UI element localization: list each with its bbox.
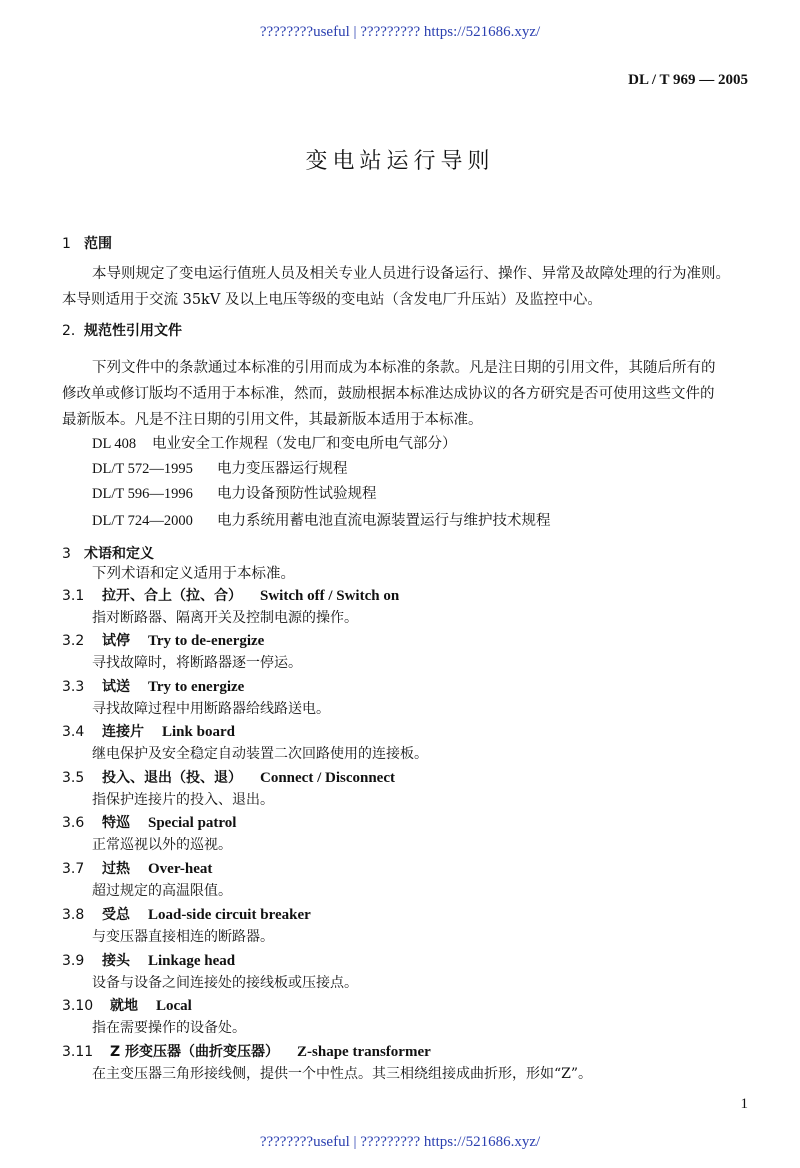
term-definition: 超过规定的高温限值。	[92, 883, 232, 899]
term-heading	[62, 995, 192, 1015]
term-definition: 寻找故障过程中用断路器给线路送电。	[92, 701, 330, 717]
section-title: 规范性引用文件	[84, 323, 182, 339]
term-english: Linkage head	[148, 953, 236, 969]
term-heading	[62, 585, 399, 605]
term-number: 3.9	[62, 953, 85, 969]
term-number: 3.6	[62, 815, 85, 831]
term-chinese: 过热	[102, 861, 130, 877]
term-number: 3.2	[62, 633, 85, 649]
term-chinese: 拉开、合上（拉、合）	[102, 588, 242, 604]
reference-code: DL/T 572—1995	[92, 461, 193, 477]
term-heading	[62, 950, 235, 970]
section-number: 1	[62, 236, 71, 252]
document-title: 变电站运行导则	[305, 149, 495, 174]
section-number: 3	[62, 546, 71, 562]
term-chinese: 投入、退出（投、退）	[102, 770, 242, 786]
term-definition: 寻找故障时，将断路器逐一停运。	[92, 655, 302, 671]
term-chinese: 试停	[102, 633, 130, 649]
term-definition: 在主变压器三角形接线侧，提供一个中性点。其三相绕组接成曲折形，形如“Z”。	[92, 1066, 593, 1082]
term-english: Connect / Disconnect	[260, 770, 395, 786]
reference-item	[92, 432, 457, 453]
term-chinese: 就地	[110, 998, 138, 1014]
term-definition: 正常巡视以外的巡视。	[92, 837, 232, 853]
term-chinese: 受总	[102, 907, 130, 923]
term-chinese: Z 形变压器（曲折变压器）	[110, 1044, 280, 1060]
page-number: 1	[740, 1096, 748, 1112]
term-number: 3.10	[62, 998, 94, 1014]
term-english: Try to energize	[148, 679, 245, 695]
section-heading-1	[62, 233, 112, 253]
term-heading	[62, 721, 235, 741]
term-number: 3.4	[62, 724, 85, 740]
paragraph: 下列术语和定义适用于本标准。	[92, 566, 295, 582]
term-definition: 设备与设备之间连接处的接线板或压接点。	[92, 975, 358, 991]
term-heading	[62, 904, 311, 924]
term-definition: 指在需要操作的设备处。	[92, 1020, 246, 1036]
term-number: 3.11	[62, 1044, 94, 1060]
term-heading	[62, 676, 244, 696]
reference-code: DL/T 724—2000	[92, 513, 193, 529]
paragraph: 下列文件中的条款通过本标准的引用而成为本标准的条款。凡是注日期的引用文件，其随后所有的	[92, 360, 716, 376]
reference-name: 电业安全工作规程（发电厂和变电所电气部分）	[152, 436, 457, 452]
term-definition: 继电保护及安全稳定自动装置二次回路使用的连接板。	[92, 746, 428, 762]
reference-code: DL 408	[92, 436, 137, 452]
term-number: 3.5	[62, 770, 85, 786]
term-definition: 与变压器直接相连的断路器。	[92, 929, 274, 945]
reference-item	[92, 457, 348, 478]
term-english: Link board	[162, 724, 235, 740]
term-chinese: 接头	[102, 953, 130, 969]
term-chinese: 试送	[102, 679, 130, 695]
term-number: 3.3	[62, 679, 85, 695]
term-number: 3.1	[62, 588, 85, 604]
section-number: 2．	[62, 323, 85, 339]
reference-name: 电力设备预防性试验规程	[217, 486, 377, 502]
term-heading	[62, 812, 236, 832]
term-english: Try to de-energize	[148, 633, 265, 649]
term-chinese: 特巡	[102, 815, 130, 831]
section-title: 术语和定义	[84, 546, 154, 562]
term-heading	[62, 858, 212, 878]
term-definition: 指对断路器、隔离开关及控制电源的操作。	[92, 610, 358, 626]
term-chinese: 连接片	[102, 724, 144, 740]
term-definition: 指保护连接片的投入、退出。	[92, 792, 274, 808]
watermark-bottom: ????????useful | ????????? https://521686.xyz/	[259, 1134, 541, 1150]
paragraph: 修改单或修订版均不适用于本标准，然而，鼓励根据本标准达成协议的各方研究是否可使用这些文件的	[62, 386, 715, 402]
section-heading-2	[62, 320, 182, 340]
standard-number: DL / T 969 — 2005	[628, 72, 748, 88]
term-number: 3.8	[62, 907, 85, 923]
term-english: Over-heat	[148, 861, 213, 877]
term-english: Z-shape transformer	[297, 1044, 431, 1060]
reference-code: DL/T 596—1996	[92, 486, 193, 502]
paragraph: 最新版本。凡是不注日期的引用文件，其最新版本适用于本标准。	[62, 412, 483, 428]
term-english: Load-side circuit breaker	[148, 907, 311, 923]
watermark-top: ????????useful | ????????? https://521686.xyz/	[259, 24, 541, 40]
term-english: Local	[156, 998, 192, 1014]
reference-name: 电力系统用蓄电池直流电源装置运行与维护技术规程	[217, 513, 551, 529]
paragraph: 本导则规定了变电运行值班人员及相关专业人员进行设备运行、操作、异常及故障处理的行为准则。	[92, 266, 730, 282]
term-number: 3.7	[62, 861, 85, 877]
term-heading	[62, 767, 395, 787]
reference-item	[92, 482, 377, 503]
term-english: Switch off / Switch on	[260, 588, 400, 604]
reference-name: 电力变压器运行规程	[217, 461, 348, 477]
paragraph: 本导则适用于交流 35kV 及以上电压等级的变电站（含发电厂升压站）及监控中心。	[62, 292, 602, 308]
section-title: 范围	[84, 236, 112, 252]
term-heading	[62, 630, 264, 650]
reference-item	[92, 509, 551, 530]
section-heading-3	[62, 543, 154, 563]
term-english: Special patrol	[148, 815, 237, 831]
term-heading	[62, 1041, 431, 1061]
